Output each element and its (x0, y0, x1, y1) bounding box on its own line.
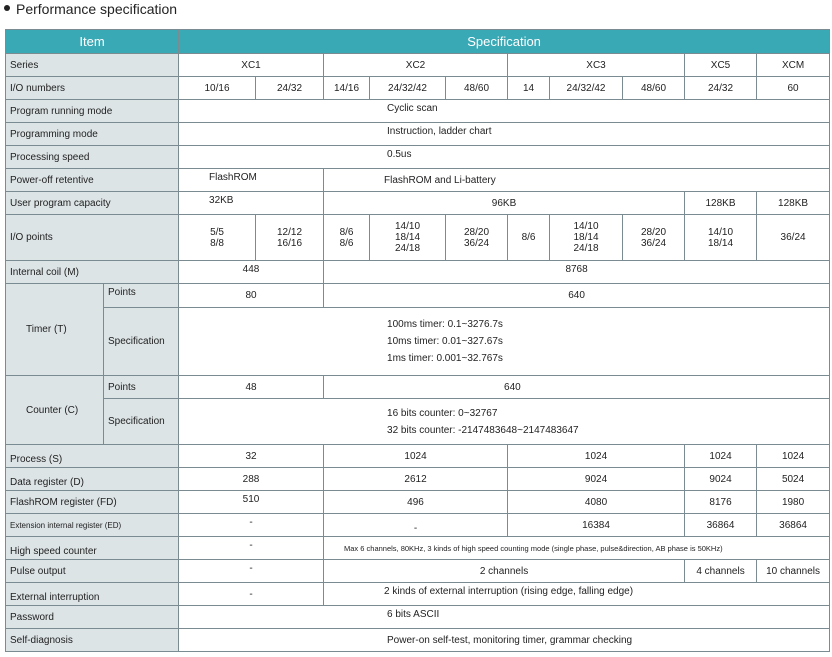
flashrom-register-xc3: 4080 (508, 491, 685, 514)
extension-internal-register-xcm: 36864 (757, 514, 830, 537)
label-high-speed-counter: High speed counter (6, 537, 179, 560)
row-pulse-output (6, 560, 830, 583)
user-program-capacity-xc5: 128KB (685, 192, 757, 215)
label-timer-spec: Specification (104, 308, 179, 376)
pulse-output-xcm: 10 channels (757, 560, 830, 583)
data-register-xc2: 2612 (324, 468, 508, 491)
series-xc2: XC2 (324, 54, 508, 77)
row-counter-spec (6, 399, 830, 445)
processing-speed-value: 0.5us (179, 146, 830, 169)
label-processing-speed: Processing speed (6, 146, 179, 169)
internal-coil-others: 8768 (324, 261, 830, 284)
io-points-cell: 8/6 8/6 (324, 215, 370, 261)
io-points-cell: 36/24 (757, 215, 830, 261)
row-flashrom-register (6, 491, 830, 514)
password-value: 6 bits ASCII (179, 606, 830, 629)
user-program-capacity-xc2-xc3: 96KB (324, 192, 685, 215)
io-points-cell: 28/20 36/24 (623, 215, 685, 261)
row-self-diagnosis (6, 629, 830, 652)
pulse-output-xc2-xc3: 2 channels (324, 560, 685, 583)
process-xc3: 1024 (508, 445, 685, 468)
series-xc3: XC3 (508, 54, 685, 77)
row-timer-points (6, 284, 830, 308)
row-high-speed-counter (6, 537, 830, 560)
timer-points-others: 640 (324, 284, 830, 308)
io-numbers-cell: 14 (508, 77, 550, 100)
label-series: Series (6, 54, 179, 77)
flashrom-register-xcm: 1980 (757, 491, 830, 514)
high-speed-counter-others: Max 6 channels, 80KHz, 3 kinds of high speed counting mode (single phase, pulse&direction, AB phase is 50KHz) (324, 537, 830, 560)
io-numbers-cell: 24/32/42 (370, 77, 446, 100)
label-counter: Counter (C) (6, 376, 104, 445)
process-xcm: 1024 (757, 445, 830, 468)
label-self-diagnosis: Self-diagnosis (6, 629, 179, 652)
process-xc2: 1024 (324, 445, 508, 468)
timer-points-xc1: 80 (179, 284, 324, 308)
flashrom-register-xc1: 510 (179, 491, 324, 514)
page-title (4, 0, 177, 20)
page-title-text: Performance specification (16, 1, 178, 17)
io-points-cell: 28/20 36/24 (446, 215, 508, 261)
counter-points-others: 640 (324, 376, 830, 399)
label-program-running-mode: Program running mode (6, 100, 179, 123)
label-process: Process (S) (6, 445, 179, 468)
header-specification: Specification (179, 30, 830, 54)
io-points-cell: 14/10 18/14 24/18 (550, 215, 623, 261)
header-item: Item (6, 30, 179, 54)
row-user-program-capacity (6, 192, 830, 215)
label-password: Password (6, 606, 179, 629)
table-header-row (6, 30, 830, 54)
label-flashrom-register: FlashROM register (FD) (6, 491, 179, 514)
high-speed-counter-xc1: - (179, 537, 324, 560)
io-numbers-cell: 24/32 (685, 77, 757, 100)
io-points-cell: 12/12 16/16 (256, 215, 324, 261)
label-user-program-capacity: User program capacity (6, 192, 179, 215)
label-timer: Timer (T) (6, 284, 104, 376)
row-password (6, 606, 830, 629)
user-program-capacity-xc1: 32KB (179, 192, 324, 215)
timer-spec-value: 100ms timer: 0.1~3276.7s 10ms timer: 0.01~327.67s 1ms timer: 0.001~32.767s (179, 308, 830, 376)
series-xc5: XC5 (685, 54, 757, 77)
data-register-xc5: 9024 (685, 468, 757, 491)
counter-points-xc1: 48 (179, 376, 324, 399)
row-power-off-retentive (6, 169, 830, 192)
io-numbers-cell: 60 (757, 77, 830, 100)
io-points-cell: 14/10 18/14 (685, 215, 757, 261)
data-register-xcm: 5024 (757, 468, 830, 491)
user-program-capacity-xcm: 128KB (757, 192, 830, 215)
io-numbers-cell: 10/16 (179, 77, 256, 100)
extension-internal-register-xc5: 36864 (685, 514, 757, 537)
label-timer-points: Points (104, 284, 179, 308)
pulse-output-xc5: 4 channels (685, 560, 757, 583)
extension-internal-register-xc2: - (324, 514, 508, 537)
io-numbers-cell: 14/16 (324, 77, 370, 100)
label-data-register: Data register (D) (6, 468, 179, 491)
io-points-cell: 8/6 (508, 215, 550, 261)
row-program-running-mode (6, 100, 830, 123)
process-xc5: 1024 (685, 445, 757, 468)
row-extension-internal-register (6, 514, 830, 537)
power-off-retentive-xc1: FlashROM (179, 169, 324, 192)
io-numbers-cell: 48/60 (623, 77, 685, 100)
extension-internal-register-xc1: - (179, 514, 324, 537)
label-counter-spec: Specification (104, 399, 179, 445)
performance-spec-table (5, 29, 830, 652)
series-xc1: XC1 (179, 54, 324, 77)
external-interruption-others: 2 kinds of external interruption (rising edge, falling edge) (324, 583, 830, 606)
counter-spec-value: 16 bits counter: 0~32767 32 bits counter: -2147483648~2147483647 (179, 399, 830, 445)
row-io-points (6, 215, 830, 261)
self-diagnosis-value: Power-on self-test, monitoring timer, grammar checking (179, 629, 830, 652)
label-extension-internal-register: Extension internal register (ED) (6, 514, 179, 537)
series-xcm: XCM (757, 54, 830, 77)
io-points-cell: 5/5 8/8 (179, 215, 256, 261)
data-register-xc1: 288 (179, 468, 324, 491)
label-external-interruption: External interruption (6, 583, 179, 606)
io-numbers-cell: 24/32 (256, 77, 324, 100)
row-programming-mode (6, 123, 830, 146)
row-timer-spec (6, 308, 830, 376)
external-interruption-xc1: - (179, 583, 324, 606)
programming-mode-value: Instruction, ladder chart (179, 123, 830, 146)
row-external-interruption (6, 583, 830, 606)
flashrom-register-xc5: 8176 (685, 491, 757, 514)
internal-coil-xc1: 448 (179, 261, 324, 284)
label-counter-points: Points (104, 376, 179, 399)
row-series (6, 54, 830, 77)
bullet-icon (4, 5, 10, 11)
label-programming-mode: Programming mode (6, 123, 179, 146)
io-points-cell: 14/10 18/14 24/18 (370, 215, 446, 261)
flashrom-register-xc2: 496 (324, 491, 508, 514)
label-power-off-retentive: Power-off retentive (6, 169, 179, 192)
label-io-numbers: I/O numbers (6, 77, 179, 100)
row-counter-points (6, 376, 830, 399)
io-numbers-cell: 48/60 (446, 77, 508, 100)
row-data-register (6, 468, 830, 491)
label-io-points: I/O points (6, 215, 179, 261)
process-xc1: 32 (179, 445, 324, 468)
row-processing-speed (6, 146, 830, 169)
pulse-output-xc1: - (179, 560, 324, 583)
program-running-mode-value: Cyclic scan (179, 100, 830, 123)
label-internal-coil: Internal coil (M) (6, 261, 179, 284)
label-pulse-output: Pulse output (6, 560, 179, 583)
power-off-retentive-others: FlashROM and Li-battery (324, 169, 830, 192)
io-numbers-cell: 24/32/42 (550, 77, 623, 100)
row-process (6, 445, 830, 468)
row-internal-coil (6, 261, 830, 284)
data-register-xc3: 9024 (508, 468, 685, 491)
extension-internal-register-xc3: 16384 (508, 514, 685, 537)
row-io-numbers (6, 77, 830, 100)
